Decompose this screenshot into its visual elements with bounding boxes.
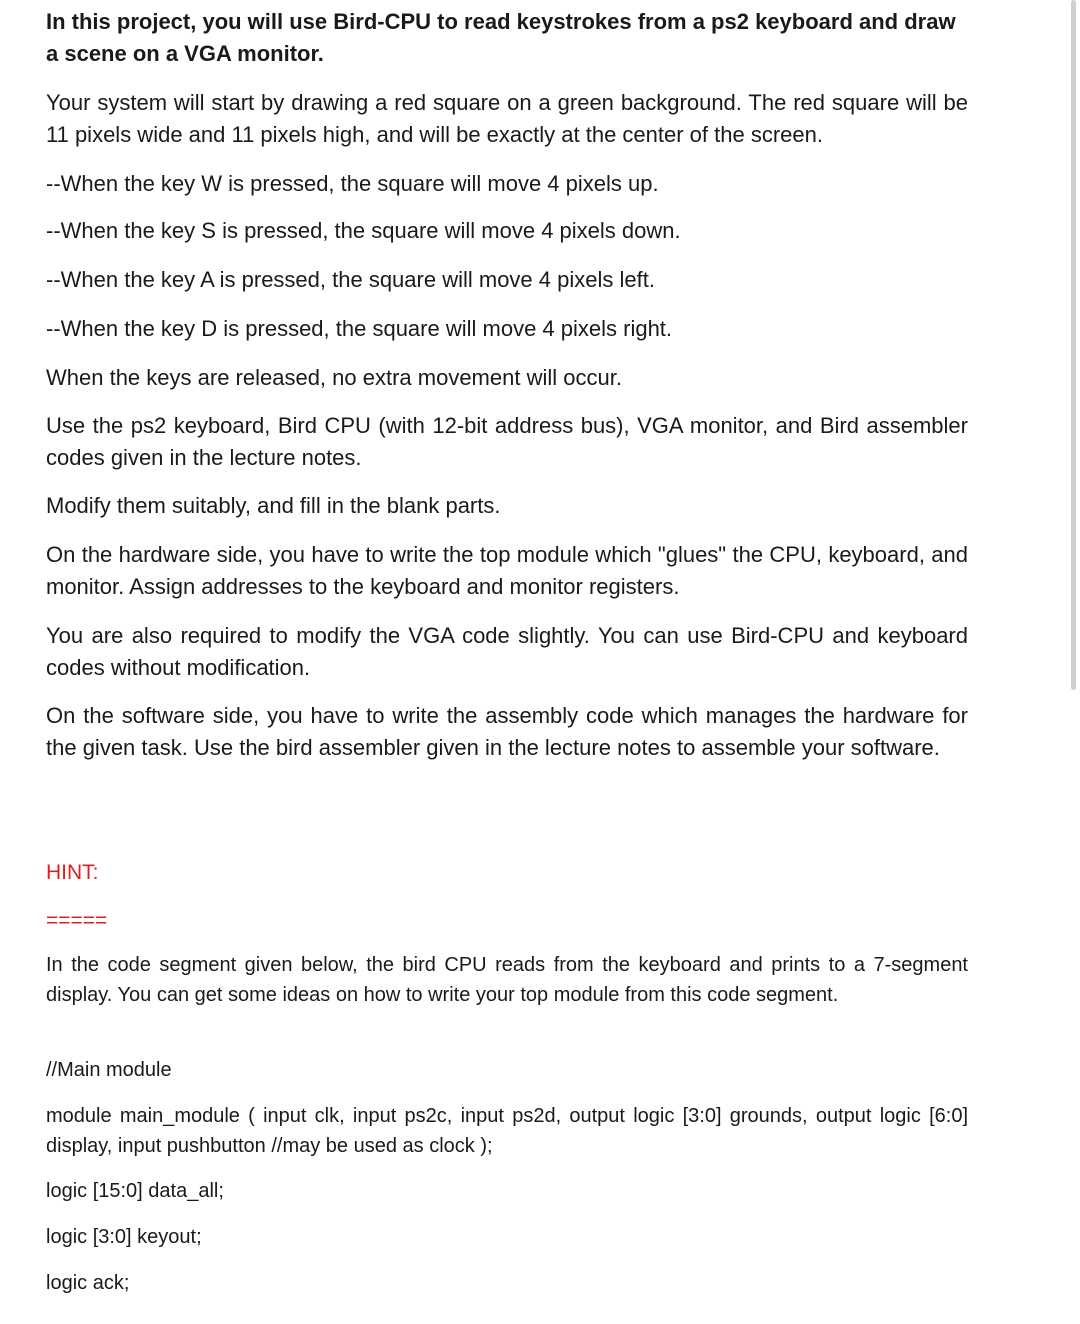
release-paragraph: When the keys are released, no extra movement will occur.	[46, 365, 622, 390]
key-d-instruction: --When the key D is pressed, the square will move 4 pixels right.	[46, 316, 673, 341]
hint-label: HINT:	[46, 861, 99, 884]
hint-paragraph: In the code segment given below, the bird CPU reads from the keyboard and prints to a 7-segment display. You can get some ideas on how to write your top module from this code segment.	[46, 954, 968, 1006]
code-module-declaration: module main_module ( input clk, input ps2c, input ps2d, output logic [3:0] grounds, output logic [6:0] display, input pushbutton //may be used as clock );	[46, 1105, 968, 1157]
vga-paragraph: You are also required to modify the VGA code slightly. You can use Bird-CPU and keyboard codes without modification.	[46, 623, 968, 680]
key-a-instruction: --When the key A is pressed, the square will move 4 pixels left.	[46, 267, 655, 292]
software-paragraph: On the software side, you have to write the assembly code which manages the hardware for the given task. Use the bird assembler given in the lecture notes to assemble your software.	[46, 703, 968, 760]
code-keyout: logic [3:0] keyout;	[46, 1226, 202, 1248]
modify-paragraph: Modify them suitably, and fill in the blank parts.	[46, 493, 501, 518]
hardware-paragraph: On the hardware side, you have to write the top module which "glues" the CPU, keyboard, and monitor. Assign addresses to the keyboard and monitor registers.	[46, 542, 968, 599]
code-comment: //Main module	[46, 1059, 172, 1081]
intro-paragraph: Your system will start by drawing a red square on a green background. The red square will be 11 pixels wide and 11 pixels high, and will be exactly at the center of the screen.	[46, 90, 968, 147]
project-title: In this project, you will use Bird-CPU to read keystrokes from a ps2 keyboard and draw a scene on a VGA monitor.	[46, 9, 956, 66]
key-s-instruction: --When the key S is pressed, the square will move 4 pixels down.	[46, 218, 681, 243]
code-data-all: logic [15:0] data_all;	[46, 1180, 224, 1202]
key-w-instruction: --When the key W is pressed, the square will move 4 pixels up.	[46, 171, 659, 196]
code-ack: logic ack;	[46, 1272, 130, 1294]
hint-rule: =====	[46, 909, 108, 932]
scrollbar[interactable]	[1071, 0, 1076, 690]
use-paragraph: Use the ps2 keyboard, Bird CPU (with 12-bit address bus), VGA monitor, and Bird assembler codes given in the lecture notes.	[46, 413, 968, 470]
